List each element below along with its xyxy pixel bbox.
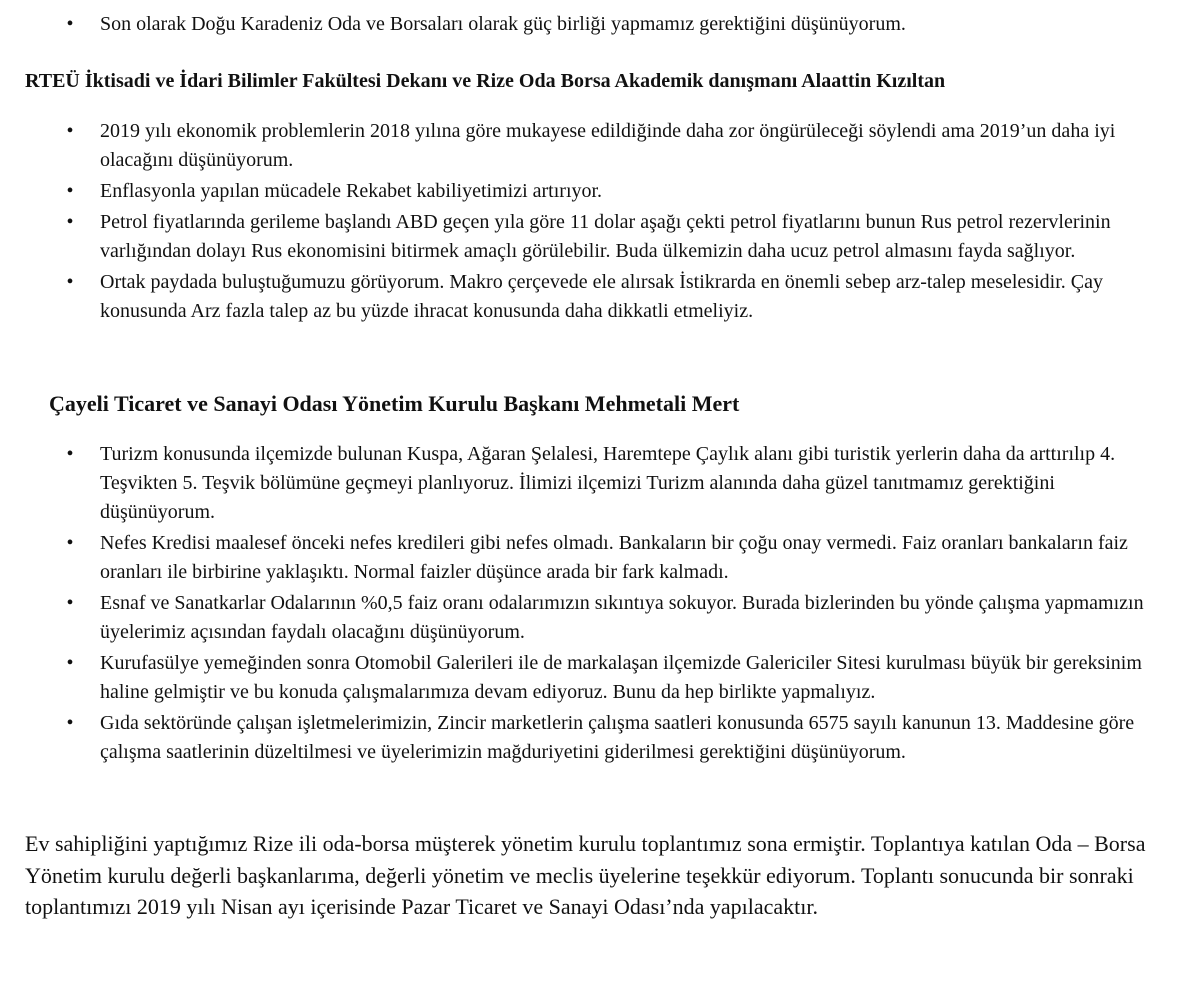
bullet-icon: •: [66, 712, 74, 734]
bullet-icon: •: [66, 120, 74, 142]
cayeli-bullet-list: [0, 440, 1200, 769]
list-item-text: Petrol fiyatlarında gerileme başlandı ABD geçen yıla göre 11 dolar aşağı çekti petrol fiyatlarını bunun Rus petrol rezervlerinin varlığından dolayı Rus ekonomisini bitirmek amaçlı görülebilir. Buda ülkemizin daha ucuz petrol almasını fayda sağlıyor.: [100, 211, 1111, 262]
bullet-icon: •: [66, 592, 74, 614]
list-item-text: 2019 yılı ekonomik problemlerin 2018 yılına göre mukayese edildiğinde daha zor öngürüleceği söylendi ama 2019’un daha iyi olacağını düşünüyorum.: [100, 120, 1116, 171]
bullet-icon: •: [66, 211, 74, 233]
list-item-text: Nefes Kredisi maalesef önceki nefes kredileri gibi nefes olmadı. Bankaların bir çoğu onay vermedi. Faiz oranları bankaların faiz oranları ile birbirine yaklaşıktı. Normal faizler düşünce arada bir fark kalmadı.: [100, 532, 1128, 583]
list-item-text: Son olarak Doğu Karadeniz Oda ve Borsaları olarak güç birliği yapmamız gerektiğini düşünüyorum.: [100, 13, 906, 35]
rteu-bullet-list: [0, 117, 1200, 326]
list-item: [0, 117, 1200, 175]
list-item-text: Turizm konusunda ilçemizde bulunan Kuspa, Ağaran Şelalesi, Haremtepe Çaylık alanı gibi turistik yerlerin daha da arttırılıp 4. Teşvikten 5. Teşvik bölümüne geçmeyi planlıyoruz. İlimizi ilçemizi Turizm alanında daha güzel tanıtmamız gerektiğini düşünüyorum.: [100, 443, 1116, 523]
list-item: [0, 589, 1200, 647]
list-item-text: Gıda sektöründe çalışan işletmelerimizin, Zincir marketlerin çalışma saatleri konusunda 6575 sayılı kanunun 13. Maddesine göre çalışma saatlerinin düzeltilmesi ve üyelerimizin mağduriyetini giderilmesi gerektiğini düşünüyorum.: [100, 712, 1135, 763]
closing-paragraph: Ev sahipliğini yaptığımız Rize ili oda-borsa müşterek yönetim kurulu toplantımız sona ermiştir. Toplantıya katılan Oda – Borsa Yönetim kurulu değerli başkanlarıma, değerli yönetim ve meclis üyelerine teşekkür ediyorum. Toplantı sonucunda bir sonraki toplantımızı 2019 yılı Nisan ayı içerisinde Pazar Ticaret ve Sanayi Odası’nda yapılacaktır.: [25, 831, 1146, 919]
list-item: [0, 177, 1200, 206]
bullet-icon: •: [66, 532, 74, 554]
list-item-text: Kurufasülye yemeğinden sonra Otomobil Galerileri ile de markalaşan ilçemizde Galericiler Sitesi kurulması büyük bir gereksinim haline gelmiştir ve bu konuda çalışmalarımıza devam ediyoruz. Bunu da hep birlikte yapmalıyız.: [100, 652, 1142, 703]
bullet-icon: •: [66, 180, 74, 202]
list-item: [0, 529, 1200, 587]
list-item-text: Ortak paydada buluştuğumuzu görüyorum. Makro çerçevede ele alırsak İstikrarda en önemli sebep arz-talep meselesidir. Çay konusunda Arz fazla talep az bu yüzde ihracat konusunda daha dikkatli etmeliyiz.: [100, 271, 1103, 322]
list-item: [0, 649, 1200, 707]
bullet-icon: •: [66, 652, 74, 674]
list-item: [0, 709, 1200, 767]
bullet-icon: •: [66, 271, 74, 293]
intro-bullet-list: [0, 10, 946, 39]
list-item: [0, 440, 1200, 527]
list-item-text: Esnaf ve Sanatkarlar Odalarının %0,5 faiz oranı odalarımızın sıkıntıya sokuyor. Burada bizlerinden bu yönde çalışma yapmamızın üyelerimiz açısından faydalı olacağını düşünüyorum.: [100, 592, 1144, 643]
bullet-icon: •: [66, 443, 74, 465]
list-item: [0, 10, 946, 39]
section-heading-cayeli: Çayeli Ticaret ve Sanayi Odası Yönetim Kurulu Başkanı Mehmetali Mert: [49, 391, 740, 416]
list-item-text: Enflasyonla yapılan mücadele Rekabet kabiliyetimizi artırıyor.: [100, 180, 603, 202]
list-item: [0, 268, 1200, 326]
section-heading-rteu: RTEÜ İktisadi ve İdari Bilimler Fakültesi Dekanı ve Rize Oda Borsa Akademik danışmanı Alaattin Kızıltan: [25, 70, 946, 92]
list-item: [0, 208, 1200, 266]
bullet-icon: •: [66, 13, 74, 35]
